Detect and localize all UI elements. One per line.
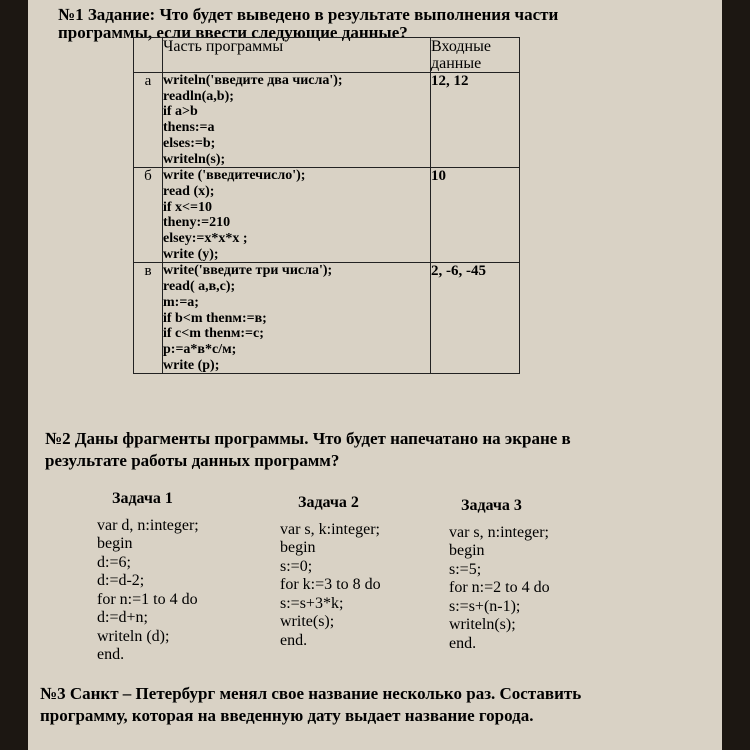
row-code bbox=[163, 73, 431, 168]
code-line: writeln('введите два числа'); bbox=[163, 73, 343, 88]
code-line: thens:=a bbox=[163, 120, 215, 136]
table-row bbox=[134, 168, 520, 263]
code-line: theny:=210 bbox=[163, 215, 231, 231]
code-line: if a>b bbox=[163, 104, 198, 120]
code-line: for n:=1 to 4 do bbox=[97, 590, 198, 608]
code-line: var s, n:integer; bbox=[449, 523, 549, 541]
row-input: 2, -6, -45 bbox=[431, 263, 520, 374]
code-line: read( a,в,c); bbox=[163, 279, 236, 295]
header-input-cell: Входные данные bbox=[431, 38, 520, 73]
task3-heading-line: №3 Санкт – Петербург менял свое название несколько раз. Составить bbox=[40, 684, 582, 703]
problem-title: Задача 2 bbox=[298, 494, 359, 511]
code-line: end. bbox=[97, 646, 125, 663]
code-line: write (p); bbox=[163, 357, 220, 373]
code-line: var s, k:integer; bbox=[280, 520, 380, 538]
code-line: elsey:=x*x*x ; bbox=[163, 231, 248, 247]
problem-title: Задача 3 bbox=[461, 497, 522, 514]
table-header-row bbox=[134, 38, 520, 73]
header-letter-cell bbox=[134, 38, 163, 73]
task2-heading bbox=[45, 428, 645, 472]
code-line: begin bbox=[449, 542, 485, 559]
code-line: d:=6; bbox=[97, 553, 131, 571]
code-line: d:=d-2; bbox=[97, 572, 145, 589]
task2-heading-line: №2 Даны фрагменты программы. Что будет напечатано на экране в bbox=[45, 429, 571, 448]
code-line: writeln (d); bbox=[97, 627, 170, 645]
code-line: var d, n:integer; bbox=[97, 516, 199, 534]
code-line: s:=0; bbox=[280, 557, 313, 575]
task1-heading-line: программы, если ввести следующие данные? bbox=[58, 23, 408, 42]
code-line: m:=a; bbox=[163, 294, 199, 310]
row-letter: в bbox=[134, 263, 163, 374]
code-line: begin bbox=[97, 535, 133, 552]
row-input: 12, 12 bbox=[431, 73, 520, 168]
row-letter: а bbox=[134, 73, 163, 168]
code-line: write('введите три числа'); bbox=[163, 263, 333, 279]
code-line: read (x); bbox=[163, 183, 215, 199]
problem-1 bbox=[97, 490, 199, 665]
table-row bbox=[134, 263, 520, 374]
task3-heading-line: программу, которая на введенную дату выдает название города. bbox=[40, 706, 534, 725]
task1-heading-line: №1 Задание: Что будет выведено в результате выполнения части bbox=[58, 5, 559, 24]
code-line: for k:=3 to 8 do bbox=[280, 576, 381, 593]
code-line: write ('введитечисло'); bbox=[163, 168, 306, 184]
code-line: d:=d+n; bbox=[97, 609, 148, 626]
code-line: elses:=b; bbox=[163, 135, 216, 151]
problem-2 bbox=[280, 494, 381, 650]
row-input: 10 bbox=[431, 168, 520, 263]
code-line: writeln(s); bbox=[449, 616, 516, 633]
code-line: p:=a*в*c/м; bbox=[163, 341, 237, 357]
code-line: if x<=10 bbox=[163, 199, 213, 215]
task2-heading-line: результате работы данных программ? bbox=[45, 451, 340, 470]
code-line: s:=s+3*k; bbox=[280, 594, 344, 612]
task3-heading bbox=[40, 683, 660, 727]
code-line: for n:=2 to 4 do bbox=[449, 579, 550, 596]
code-line: writeln(s); bbox=[163, 151, 226, 167]
task1-table bbox=[133, 37, 520, 374]
problem-title: Задача 1 bbox=[112, 490, 173, 507]
code-line: s:=5; bbox=[449, 560, 482, 578]
code-line: end. bbox=[449, 634, 477, 652]
code-line: begin bbox=[280, 539, 316, 556]
header-code-cell: Часть программы bbox=[163, 38, 431, 73]
code-line: write(s); bbox=[280, 613, 335, 630]
problem-3 bbox=[449, 497, 550, 653]
table-row bbox=[134, 73, 520, 168]
code-line: write (y); bbox=[163, 246, 219, 262]
row-code bbox=[163, 168, 431, 263]
code-line: if b<m thenм:=в; bbox=[163, 310, 267, 326]
code-line: s:=s+(n-1); bbox=[449, 597, 521, 615]
row-letter: б bbox=[134, 168, 163, 263]
code-line: if c<m thenм:=c; bbox=[163, 326, 264, 342]
code-line: end. bbox=[280, 631, 308, 649]
code-line: readln(a,b); bbox=[163, 88, 234, 104]
row-code bbox=[163, 263, 431, 374]
